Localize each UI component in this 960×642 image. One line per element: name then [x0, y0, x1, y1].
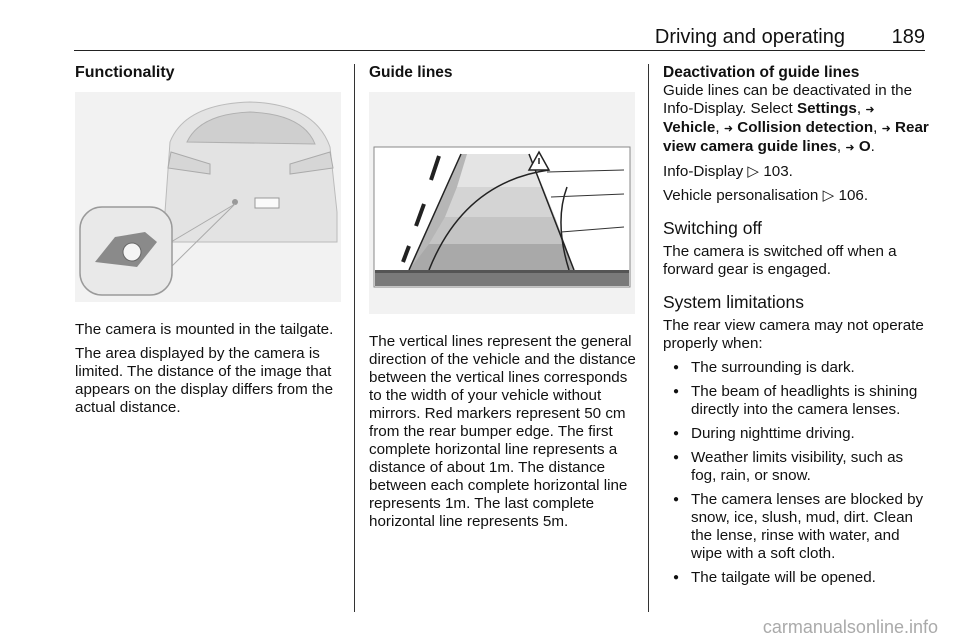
list-item: ● The surrounding is dark. — [663, 359, 931, 377]
toggle-off-icon: O — [858, 138, 871, 155]
section-heading: Switching off — [663, 218, 762, 238]
arrow-icon: ➜ — [723, 123, 734, 135]
menu-path-rear-camera: Rear view camera guide lines — [663, 119, 929, 155]
column-settings — [663, 64, 931, 593]
list-item: ● The camera lenses are blocked by snow, ice, slush, mud, dirt. Clean the lense, rinse with water, and wipe with a soft cloth. — [663, 491, 931, 563]
list-item: ● The beam of headlights is shining directly into the camera lenses. — [663, 383, 931, 419]
column-functionality — [75, 64, 343, 423]
page-number: 189 — [891, 26, 925, 48]
paragraph: The camera is switched off when a forward gear is engaged. — [663, 243, 897, 278]
watermark: carmanualsonline.info — [762, 617, 938, 637]
section-heading: Deactivation of guide lines — [663, 64, 860, 81]
camera-illustration — [75, 92, 341, 302]
page-ref-icon: ▷ — [747, 163, 760, 180]
cross-reference: Vehicle personalisation ▷ 106. — [663, 187, 869, 204]
list-item: ● The tailgate will be opened. — [663, 569, 931, 587]
list-item: ● Weather limits visibility, such as fog, rain, or snow. — [663, 449, 931, 485]
paragraph: The rear view camera may not operate properly when: — [663, 317, 924, 352]
section-heading: Guide lines — [369, 64, 453, 81]
paragraph: The camera is mounted in the tailgate. — [75, 321, 334, 338]
section-heading: System limitations — [663, 292, 805, 312]
arrow-icon: ➜ — [845, 142, 855, 154]
paragraph-deactivation: Guide lines can be deactivated in the Info-Display. Select Settings, ➜ Vehicle, ➜ Collision detection, ➜ Rear view camera guide lines, ➜ O. — [663, 82, 929, 155]
section-heading: Functionality — [75, 64, 175, 81]
page-ref-icon: ▷ — [822, 187, 835, 204]
menu-path-settings: Settings — [796, 100, 857, 117]
paragraph: The area displayed by the camera is limited. The distance of the image that appears on the display differs from the actual distance. — [75, 345, 334, 416]
column-divider — [354, 64, 355, 612]
column-guide-lines — [369, 64, 637, 537]
list-item: ● During nighttime driving. — [663, 425, 931, 443]
menu-path-vehicle: Vehicle — [663, 119, 716, 136]
arrow-icon: ➜ — [881, 123, 891, 135]
paragraph: The vertical lines represent the general direction of the vehicle and the distance between the vertical lines corresponds to the width of your vehicle without mirrors. Red markers represent 50 cm from the rear bumper edge. The first complete horizontal line represents a distance of about 1m. The distance between each complete horizontal line represents 1m. The last complete horizontal line represents 5m. — [369, 333, 636, 530]
limitations-list — [663, 359, 931, 587]
menu-path-collision: Collision detection — [737, 119, 874, 136]
guide-lines-diagram — [369, 92, 635, 314]
page-header — [74, 26, 925, 51]
chapter-title: Driving and operating — [654, 26, 845, 48]
cross-reference: Info-Display ▷ 103. — [663, 163, 793, 180]
arrow-icon: ➜ — [865, 104, 875, 116]
column-divider — [648, 64, 649, 612]
